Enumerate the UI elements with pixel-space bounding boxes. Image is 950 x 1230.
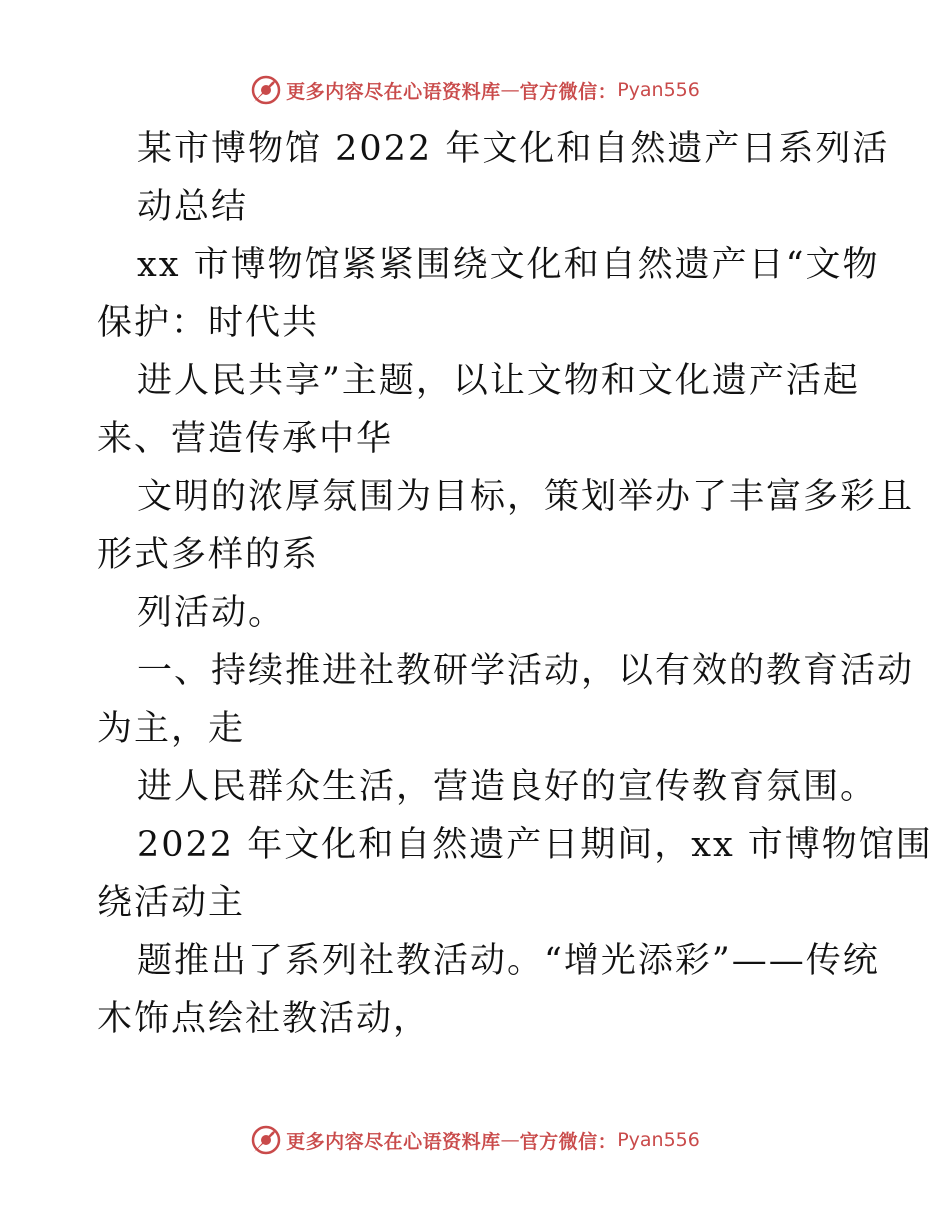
doc-line: 某市博物馆 2022 年文化和自然遗产日系列活 bbox=[137, 129, 890, 169]
doc-line: 2022 年文化和自然遗产日期间，xx 市博物馆围 bbox=[137, 825, 933, 865]
watermark-contact-label: 官方微信： bbox=[519, 80, 618, 103]
watermark-contact-id: Pyan556 bbox=[617, 79, 700, 101]
doc-line: 一、持续推进社教研学活动，以有效的教育活动 bbox=[137, 651, 915, 691]
quill-logo-icon bbox=[250, 1124, 282, 1156]
document-body bbox=[97, 120, 933, 1048]
watermark-separator: — bbox=[500, 1129, 520, 1151]
doc-line: 木饰点绘社教活动， bbox=[97, 999, 431, 1039]
doc-line: 进人民群众生活，营造良好的宣传教育氛围。 bbox=[137, 767, 878, 807]
doc-line: 列活动。 bbox=[137, 593, 286, 633]
doc-line: 来、营造传承中华 bbox=[97, 419, 394, 459]
doc-line: 保护：时代共 bbox=[97, 303, 320, 343]
watermark-text: 更多内容尽在心语资料库 bbox=[286, 1130, 501, 1153]
doc-line: 为主，走 bbox=[97, 709, 246, 749]
watermark-separator: — bbox=[500, 79, 520, 101]
doc-line: 绕活动主 bbox=[97, 883, 246, 923]
doc-line: xx 市博物馆紧紧围绕文化和自然遗产日“文物 bbox=[137, 245, 880, 285]
doc-line: 进人民共享”主题，以让文物和文化遗产活起 bbox=[137, 361, 860, 401]
doc-line: 文明的浓厚氛围为目标，策划举办了丰富多彩且 bbox=[137, 477, 915, 517]
doc-line: 题推出了系列社教活动。“增光添彩”——传统 bbox=[137, 941, 880, 981]
header-watermark bbox=[0, 70, 950, 110]
watermark-text: 更多内容尽在心语资料库 bbox=[286, 80, 501, 103]
watermark-contact-id: Pyan556 bbox=[617, 1129, 700, 1151]
doc-line: 动总结 bbox=[137, 187, 249, 227]
quill-logo-icon bbox=[250, 74, 282, 106]
footer-watermark bbox=[0, 1120, 950, 1160]
watermark-contact-label: 官方微信： bbox=[519, 1130, 618, 1153]
doc-line: 形式多样的系 bbox=[97, 535, 320, 575]
